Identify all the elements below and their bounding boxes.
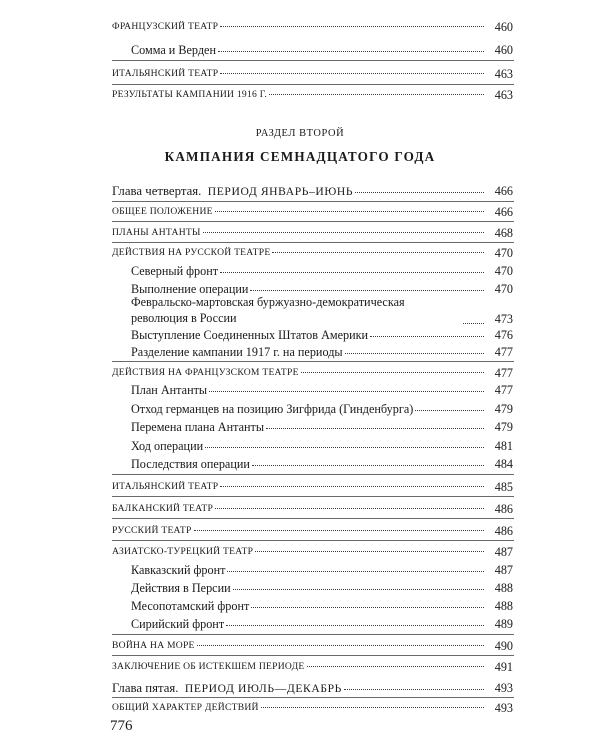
toc-entry-conclusion bbox=[112, 660, 513, 674]
separator-rule bbox=[112, 655, 514, 656]
dot-leader bbox=[205, 446, 484, 448]
dot-leader bbox=[218, 50, 484, 52]
dot-leader bbox=[220, 25, 484, 27]
toc-entry-label: ОБЩЕЕ ПОЛОЖЕНИЕ bbox=[112, 206, 213, 217]
toc-entry-campaign-periods bbox=[131, 345, 513, 359]
toc-entry-page: 486 bbox=[494, 524, 513, 538]
dot-leader bbox=[344, 688, 484, 690]
toc-entry-label: Перемена плана Антанты bbox=[131, 420, 265, 434]
separator-rule bbox=[112, 242, 514, 243]
toc-entry-label: Сомма и Верден bbox=[131, 43, 216, 57]
toc-entry-page: 476 bbox=[494, 328, 513, 342]
dot-leader bbox=[269, 93, 484, 95]
toc-entry-label: РУССКИЙ ТЕАТР bbox=[112, 525, 192, 536]
toc-entry-label: Февральско-мартовская буржуазно-демократическая революция в России bbox=[131, 295, 405, 325]
toc-entry-label: ДЕЙСТВИЯ НА РУССКОЙ ТЕАТРЕ bbox=[112, 247, 271, 258]
separator-rule bbox=[112, 221, 514, 222]
toc-entry-label: Выполнение операции bbox=[131, 282, 249, 296]
toc-entry-label: Месопотамский фронт bbox=[131, 599, 250, 613]
toc-entry-operation-consequences bbox=[131, 457, 513, 471]
toc-entry-page: 463 bbox=[494, 67, 513, 81]
toc-entry-page: 477 bbox=[494, 383, 513, 397]
toc-entry-page: 493 bbox=[494, 701, 513, 715]
toc-entry-page: 488 bbox=[494, 599, 513, 613]
separator-rule bbox=[112, 634, 514, 635]
dot-leader bbox=[251, 606, 484, 608]
toc-entry-label: БАЛКАНСКИЙ ТЕАТР bbox=[112, 503, 214, 514]
toc-entry-page: 463 bbox=[494, 88, 513, 102]
toc-entry-page: 491 bbox=[494, 660, 513, 674]
dot-leader bbox=[194, 529, 484, 531]
separator-rule bbox=[112, 474, 514, 475]
chapter-five-title: ПЕРИОД ИЮЛЬ—ДЕКАБРЬ bbox=[184, 682, 342, 695]
toc-entry-french-theatre bbox=[112, 20, 513, 34]
toc-entry-label: Северный фронт bbox=[131, 264, 219, 278]
toc-entry-label: Ход операции bbox=[131, 439, 204, 453]
separator-rule bbox=[112, 201, 514, 202]
dot-leader bbox=[370, 335, 484, 337]
toc-entry-label: План Антанты bbox=[131, 383, 208, 397]
chapter-four-entry bbox=[112, 184, 513, 199]
toc-entry-page: 473 bbox=[494, 312, 513, 326]
toc-entry-page: 468 bbox=[494, 226, 513, 240]
toc-entry-label: Действия в Персии bbox=[131, 581, 231, 595]
toc-entry-february-revolution bbox=[131, 295, 513, 326]
dot-leader bbox=[215, 507, 484, 509]
separator-rule bbox=[112, 361, 514, 362]
separator-rule bbox=[112, 518, 514, 519]
dot-leader bbox=[209, 390, 484, 392]
toc-entry-label: АЗИАТСКО-ТУРЕЦКИЙ ТЕАТР bbox=[112, 546, 254, 557]
chapter-five-entry bbox=[112, 681, 513, 696]
toc-entry-page: 487 bbox=[494, 545, 513, 559]
toc-entry-page: 470 bbox=[494, 282, 513, 296]
separator-rule bbox=[112, 84, 514, 85]
section-title: КАМПАНИЯ СЕМНАДЦАТОГО ГОДА bbox=[164, 149, 436, 164]
toc-entry-page: 460 bbox=[494, 43, 513, 57]
dot-leader bbox=[272, 251, 484, 253]
dot-leader bbox=[203, 231, 484, 233]
toc-entry-asia-turkish-theatre bbox=[112, 545, 513, 559]
dot-leader bbox=[261, 706, 484, 708]
toc-entry-page: 466 bbox=[494, 184, 513, 198]
toc-entry-page: 460 bbox=[494, 20, 513, 34]
toc-entry-page: 490 bbox=[494, 639, 513, 653]
toc-entry-label: ВОЙНА НА МОРЕ bbox=[112, 640, 195, 651]
toc-entry-page: 493 bbox=[494, 681, 513, 695]
dot-leader bbox=[415, 409, 484, 411]
toc-entry-label: ФРАНЦУЗСКИЙ ТЕАТР bbox=[112, 21, 219, 32]
toc-entry-page: 470 bbox=[494, 264, 513, 278]
toc-entry-page: 489 bbox=[494, 617, 513, 631]
dot-leader bbox=[266, 427, 484, 429]
toc-entry-page: 477 bbox=[494, 366, 513, 380]
dot-leader bbox=[215, 210, 484, 212]
toc-entry-label: ИТАЛЬЯНСКИЙ ТЕАТР bbox=[112, 481, 219, 492]
toc-entry-somme-verdun bbox=[131, 43, 513, 57]
toc-entry-persia-actions bbox=[131, 581, 513, 595]
section-label: РАЗДЕЛ ВТОРОЙ bbox=[255, 128, 345, 139]
toc-entry-russian-theatre bbox=[112, 246, 513, 260]
toc-entry-label: Сирийский фронт bbox=[131, 617, 225, 631]
toc-entry-page: 485 bbox=[494, 480, 513, 494]
dot-leader bbox=[345, 352, 484, 354]
toc-entry-label: Выступление Соединенных Штатов Америки bbox=[131, 328, 369, 342]
dot-leader bbox=[255, 550, 484, 552]
chapter-four-title: ПЕРИОД ЯНВАРЬ–ИЮНЬ bbox=[207, 185, 354, 198]
toc-entry-usa-entry bbox=[131, 328, 513, 342]
toc-entry-label: РЕЗУЛЬТАТЫ КАМПАНИИ 1916 Г. bbox=[112, 89, 268, 100]
toc-entry-page: 488 bbox=[494, 581, 513, 595]
toc-entry-page: 486 bbox=[494, 502, 513, 516]
dot-leader bbox=[197, 644, 484, 646]
toc-entry-entente-plan bbox=[131, 383, 513, 397]
toc-entry-mesopotamian-front bbox=[131, 599, 513, 613]
chapter-four-prefix: Глава четвертая. bbox=[112, 184, 202, 198]
separator-rule bbox=[112, 60, 514, 61]
dot-leader bbox=[252, 464, 484, 466]
toc-entry-results-1916 bbox=[112, 88, 513, 102]
dot-leader bbox=[463, 322, 484, 324]
dot-leader bbox=[355, 191, 484, 193]
toc-entry-italian-theatre bbox=[112, 67, 513, 81]
toc-entry-general-character bbox=[112, 701, 513, 715]
chapter-five-label bbox=[112, 681, 342, 696]
toc-entry-page: 484 bbox=[494, 457, 513, 471]
toc-entry-war-at-sea bbox=[112, 639, 513, 653]
dot-leader bbox=[220, 72, 484, 74]
toc-entry-balkan-theatre bbox=[112, 502, 513, 516]
toc-entry-label: ДЕЙСТВИЯ НА ФРАНЦУЗСКОМ ТЕАТРЕ bbox=[112, 367, 299, 378]
toc-entry-russian-theatre-2 bbox=[112, 524, 513, 538]
dot-leader bbox=[227, 570, 484, 572]
chapter-five-prefix: Глава пятая. bbox=[112, 681, 179, 695]
toc-entry-syrian-front bbox=[131, 617, 513, 631]
toc-entry-siegfried-line bbox=[131, 402, 513, 416]
separator-rule bbox=[112, 496, 514, 497]
toc-entry-label: Разделение кампании 1917 г. на периоды bbox=[131, 345, 343, 359]
toc-entry-label: Кавказский фронт bbox=[131, 563, 226, 577]
toc-entry-label: ОБЩИЙ ХАРАКТЕР ДЕЙСТВИЙ bbox=[112, 702, 259, 713]
separator-rule bbox=[112, 697, 514, 698]
toc-entry-caucasus-front bbox=[131, 563, 513, 577]
toc-entry-page: 479 bbox=[494, 420, 513, 434]
dot-leader bbox=[220, 485, 484, 487]
dot-leader bbox=[250, 289, 484, 291]
toc-entry-page: 481 bbox=[494, 439, 513, 453]
toc-entry-plan-change bbox=[131, 420, 513, 434]
page-number: 776 bbox=[110, 718, 133, 734]
toc-entry-label: ЗАКЛЮЧЕНИЕ ОБ ИСТЕКШЕМ ПЕРИОДЕ bbox=[112, 661, 305, 672]
toc-entry-french-theatre-actions bbox=[112, 366, 513, 380]
chapter-four-label bbox=[112, 184, 353, 199]
toc-entry-label: Отход германцев на позицию Зигфрида (Гинденбурга) bbox=[131, 402, 414, 416]
toc-entry-northern-front bbox=[131, 264, 513, 278]
toc-entry-label: Последствия операции bbox=[131, 457, 250, 471]
toc-entry-italian-theatre-2 bbox=[112, 480, 513, 494]
toc-entry-label: ПЛАНЫ АНТАНТЫ bbox=[112, 227, 201, 238]
dot-leader bbox=[301, 371, 484, 373]
toc-entry-page: 479 bbox=[494, 402, 513, 416]
toc-entry-page: 466 bbox=[494, 205, 513, 219]
toc-entry-page: 487 bbox=[494, 563, 513, 577]
separator-rule bbox=[112, 540, 514, 541]
dot-leader bbox=[307, 665, 484, 667]
toc-entry-label: ИТАЛЬЯНСКИЙ ТЕАТР bbox=[112, 68, 219, 79]
toc-entry-entente-plans bbox=[112, 226, 513, 240]
toc-entry-page: 470 bbox=[494, 246, 513, 260]
dot-leader bbox=[233, 588, 484, 590]
toc-entry-general-situation bbox=[112, 205, 513, 219]
dot-leader bbox=[226, 624, 484, 626]
dot-leader bbox=[220, 271, 484, 273]
toc-entry-page: 477 bbox=[494, 345, 513, 359]
toc-entry-operation-course bbox=[131, 439, 513, 453]
